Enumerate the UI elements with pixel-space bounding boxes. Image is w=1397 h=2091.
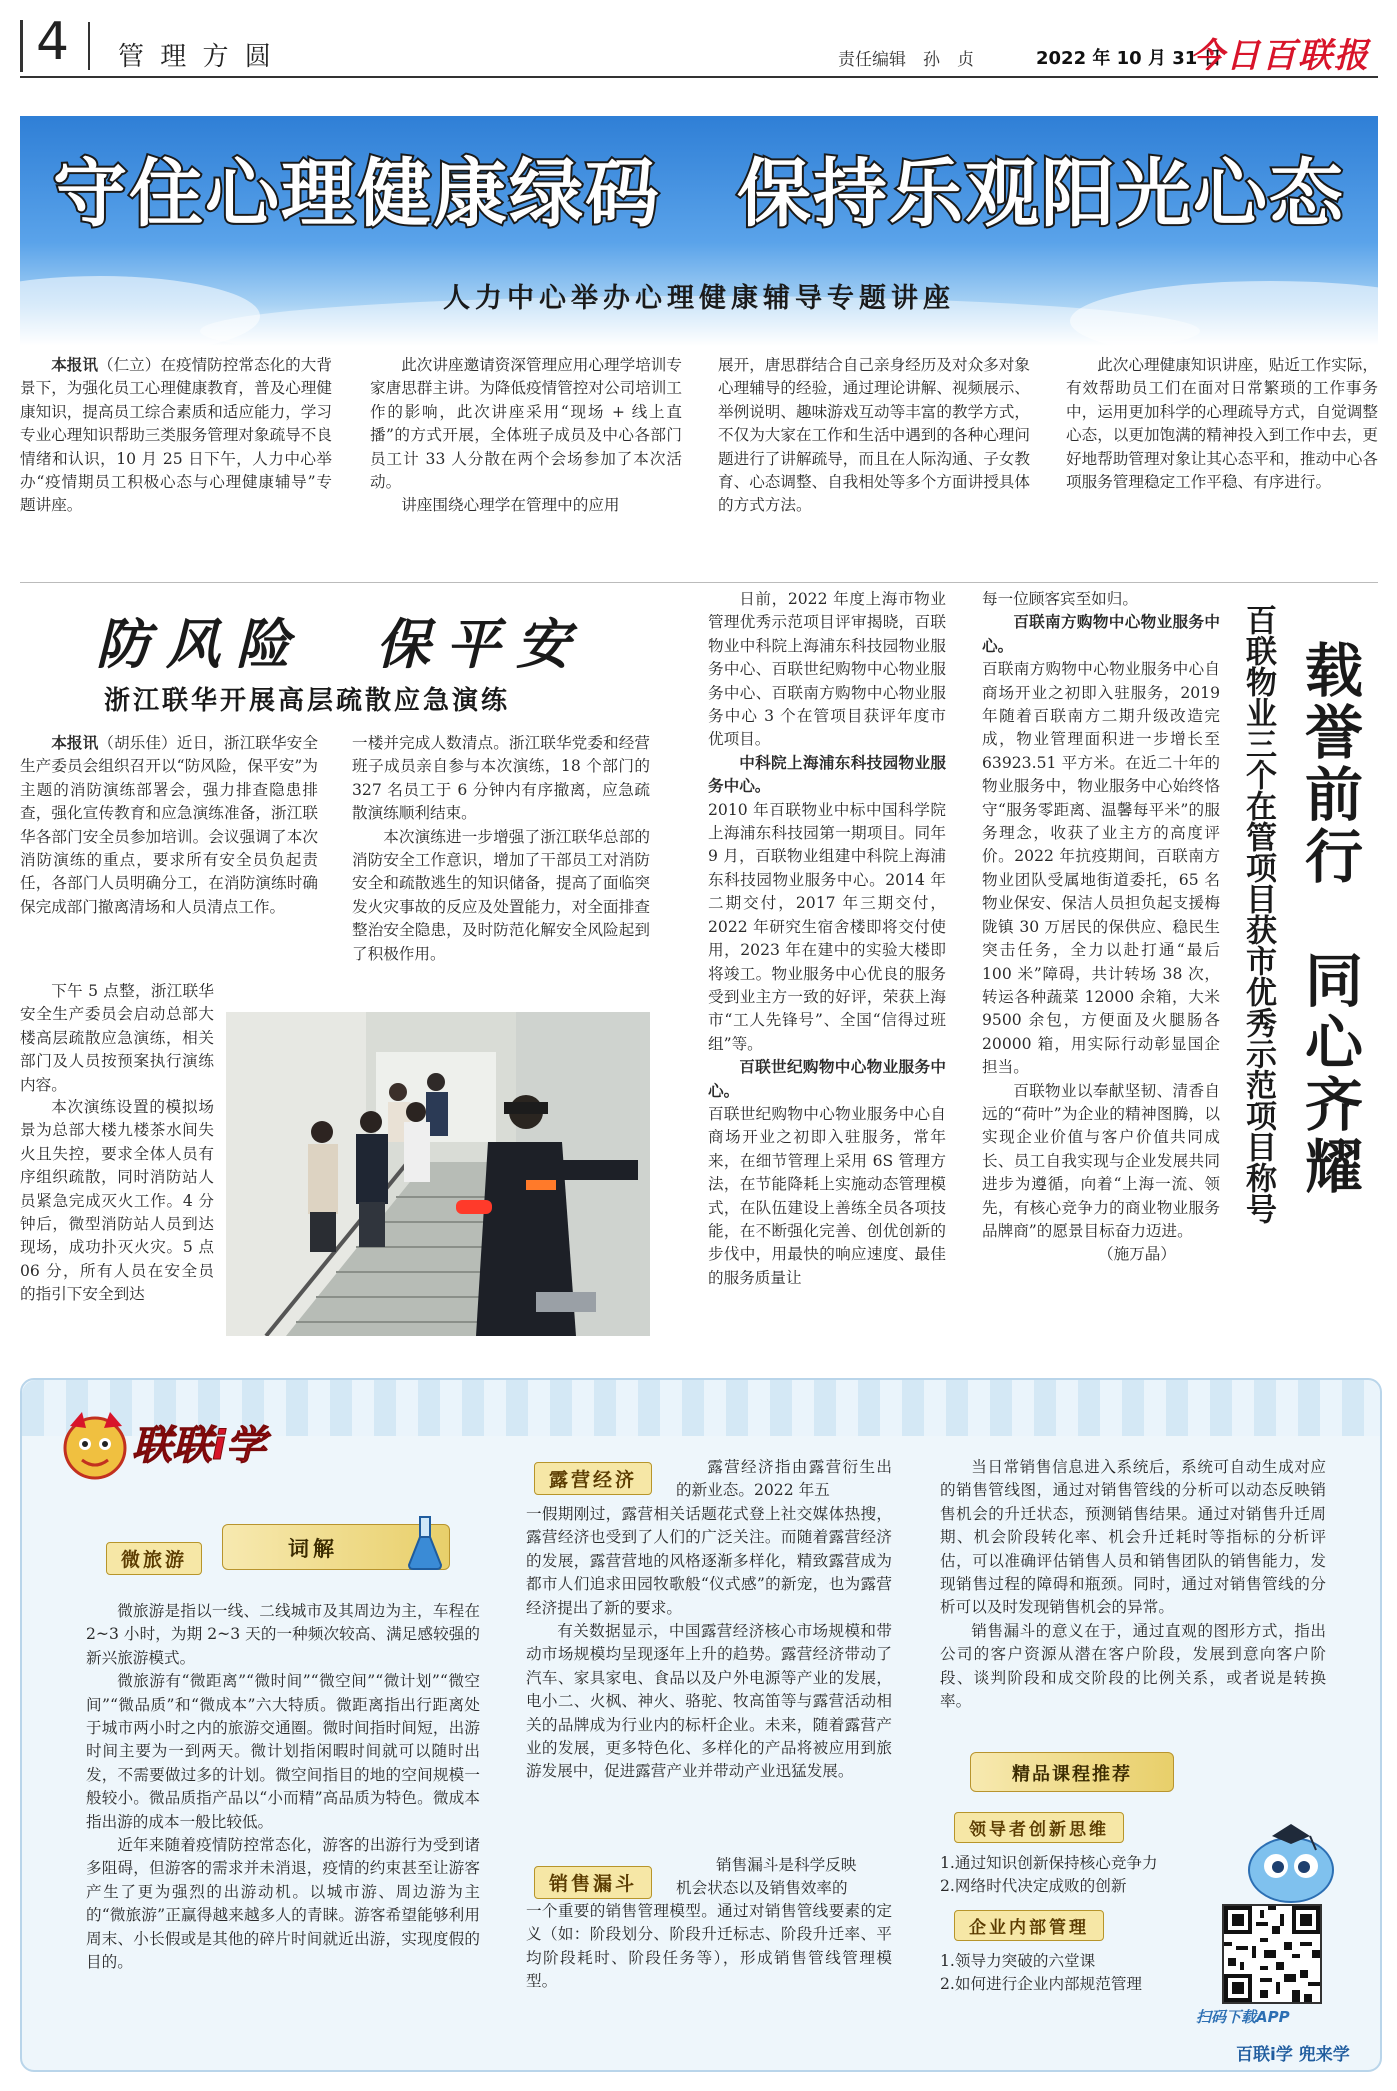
courses-header-label: 精品课程推荐 — [1012, 1764, 1132, 1785]
fire-col2-p2: 本次演练进一步增强了浙江联华总部的消防安全工作意识，增加了干部员工对消防安全和疏散逃生的知识储备，提高了面临突发火灾事故的反应及处置能力，对全面排查整治安全隐患，及时防范化解安全风险起到了积极作用。 — [352, 827, 650, 963]
property-col1-h1: 中科院上海浦东科技园物业服务中心。 — [708, 753, 946, 796]
course-group1-title — [954, 1812, 1124, 1843]
page-header — [0, 0, 1397, 80]
fire-headline: 防风险 保平安 — [96, 612, 586, 676]
masthead-logo: 今日百联报 — [1190, 36, 1370, 76]
luying-title — [534, 1462, 652, 1495]
header-left-rule — [20, 20, 23, 72]
fire-col1-mid — [20, 980, 214, 1097]
luying-first-lines — [676, 1456, 892, 1503]
fire-subhead: 浙江联华开展高层疏散应急演练 — [104, 686, 511, 716]
property-col2-p2: 百联南方购物中心物业服务中心自商场开业之初即入驻服务，2019 年随着百联南方二期升级改造完成，物业管理面积进一步增长至 63923.51 平方米。在近二十年的物业服务中，物业服务中心始终恪守“服务零距离、温馨每平米”的服务理念，收获了业主方的高度评价。2022 年抗疫期间，百联南方物业团队受属地街道委托，65 名物业保安、保洁人员担负起支援梅陇镇 30 万居民的保供应、稳民生突击任务，全力以赴打通“最后 100 米”障碍，共计转场 38 次，转运各种蔬菜 12000 余箱，大米 9500 余包，方便面及火腿肠各 20000 箱，用实际行动彰显国企担当。 — [982, 660, 1220, 1077]
weilvyou-title — [106, 1542, 202, 1575]
property-col2-p1: 每一位顾客宾至如归。 — [982, 590, 1138, 608]
learning-badge-icon — [52, 1408, 138, 1484]
section-divider-1 — [20, 582, 1378, 583]
issue-date: 2022 年 10 月 31 日 — [1036, 48, 1222, 69]
property-headline: 载誉前行 同心齐耀 — [1295, 640, 1363, 1198]
course-item[interactable]: 1.通过知识创新保持核心竞争力 — [940, 1854, 1158, 1872]
top-col1-text: 在疫情防控常态化的大背景下，为强化员工心理健康教育，普及心理健康知识，提高员工综合素质和适应能力，学习专业心理知识帮助三类服务管理对象疏导不良情绪和认识，10 月 25 日下午，人力中心举办“疫情期员工积极心态与心理健康辅导”专题讲座。 — [20, 356, 332, 515]
page-number: 4 — [36, 12, 70, 72]
luying-body — [526, 1503, 892, 1784]
property-col1-p2: 2010 年百联物业中标中国科学院上海浦东科技园第一期项目。同年 9 月，百联物业组建中科院上海浦东科技园物业服务中心。2014 年二期交付，2017 年三期交付，2022 年研究生宿舍楼即将交付使用，2023 年在建中的实验大楼即将竣工。物业服务中心优良的服务受到业主方一致的好评，荣获上海市“工人先锋号”、全国“信得过班组”等。 — [708, 800, 946, 1053]
loudou-line2: 机会状态以及销售效率的 — [676, 1879, 848, 1898]
loudou-body-right — [940, 1456, 1326, 1713]
loudou-line1: 销售漏斗是科学反映 — [716, 1856, 857, 1874]
fire-col2-p1: 一楼并完成人数清点。浙江联华党委和经营班子成员亲自参与本次演练，18 个部门的 327 名员工于 6 分钟内有序撤离，应急疏散演练顺利结束。 — [352, 734, 650, 823]
top-col2-p1: 此次讲座邀请资深管理应用心理学培训专家唐思群主讲。为降低疫情管控对公司培训工作的影响，此次讲座采用“现场 + 线上直播”的方式开展，全体班子成员及中心各部门员工计 33 人分散在两个会场参加了本次活动。 — [370, 356, 682, 492]
top-subhead: 人力中心举办心理健康辅导专题讲座 — [443, 283, 955, 314]
top-lead: 本报讯 — [51, 356, 98, 374]
mascot-icon — [1236, 1818, 1346, 1908]
top-article-col4 — [1066, 354, 1378, 494]
weilvyou-p3: 近年来随着疫情防控常态化，游客的出游行为受到诸多阻碍，但游客的需求并未消退，疫情的约束甚至让游客产生了更为强烈的出游动机。以城市游、周边游为主的“微旅游”正赢得越来越多人的青睐。游客希望能够利用周末、小长假或是其他的碎片时间就近出游，实现度假的目的。 — [86, 1836, 480, 1972]
course-item[interactable]: 2.如何进行企业内部规范管理 — [940, 1975, 1143, 1994]
loudou-p2: 当日常销售信息进入系统后，系统可自动生成对应的销售管线图，通过对销售管线的分析可以动态反映销售机会的升迁状态，预测销售结果。通过对销售升迁周期、机会阶段转化率、机会升迁耗时等指标的分析评估，可以准确评估销售人员和销售团队的销售能力，发现销售过程的障碍和瓶颈。同时，通过对销售管线的分析可以及时发现销售机会的异常。 — [940, 1458, 1326, 1617]
top-author: （仁立） — [97, 356, 161, 374]
property-col1 — [708, 588, 946, 1290]
course-group1-list — [940, 1852, 1240, 1899]
top-article-col3 — [718, 354, 1030, 518]
property-col2-h1: 百联南方购物中心物业服务中心。 — [982, 613, 1220, 655]
scan-download-label: 扫码下载APP — [1196, 2008, 1290, 2026]
flask-icon — [407, 1515, 443, 1571]
property-byline: （施万晶） — [1098, 1245, 1176, 1264]
word-header-bar — [222, 1524, 450, 1570]
property-col1-p1: 日前，2022 年度上海市物业管理优秀示范项目评审揭晓，百联物业中科院上海浦东科技园物业服务中心、百联世纪购物中心物业服务中心、百联南方购物中心物业服务中心 3 个在管项目获评年度市优项目。 — [708, 590, 946, 749]
header-underline — [20, 76, 1378, 78]
top-banner — [20, 116, 1378, 346]
course-item[interactable]: 2.网络时代决定成败的创新 — [940, 1877, 1127, 1896]
luying-p2: 有关数据显示，中国露营经济核心市场规模和带动市场规模均呈现逐年上升的趋势。露营经济带动了汽车、家具家电、食品以及户外电源等产业的发展，电小二、火枫、神火、骆驼、牧高笛等与露营活动相关的品牌成为行业内的标杆企业。未来，随着露营产业的发展，更多特色化、多样化的产品将被应用到旅游发展中，促进露营产业并带动产业迅猛发展。 — [526, 1622, 892, 1781]
courses-header-bar — [970, 1752, 1174, 1792]
property-col1-h2: 百联世纪购物中心物业服务中心。 — [708, 1058, 946, 1100]
header-divider — [88, 22, 90, 70]
loudou-title-text: 销售漏斗 — [534, 1866, 652, 1899]
loudou-p3: 销售漏斗的意义在于，通过直观的图形方式，指出公司的客户资源从潜在客户阶段，发展到意向客户阶段、谈判阶段和成交阶段的比例关系，或者说是转换率。 — [940, 1621, 1326, 1711]
loudou-title — [534, 1866, 652, 1899]
fire-col1-mid-text: 下午 5 点整，浙江联华安全生产委员会启动总部大楼高层疏散应急演练，相关部门及人员按预案执行演练内容。 — [20, 982, 214, 1094]
editor-credit: 责任编辑 孙 贞 — [838, 50, 974, 70]
loudou-p1: 一个重要的销售管理模型。通过对销售管线要素的定义（如：阶段划分、阶段升迁标志、阶段升迁率、平均阶段耗时、阶段任务等），形成销售管线管理模型。 — [526, 1902, 892, 1991]
course-group1-title-text: 领导者创新思维 — [954, 1812, 1124, 1843]
fire-col1-text: 近日，浙江联华安全生产委员会组织召开以“防风险，保平安”为主题的消防演练部署会，强力排查隐患排查，强化宣传教育和应急演练准备，浙江联华各部门安全员参加培训。会议强调了本次消防演练的重点，要求所有安全员负起责任，各部门人员明确分工，在消防演练时确保完成部门撤离清场和人员清点工作。 — [20, 734, 318, 916]
drill-photo-illustration — [226, 1012, 650, 1336]
loudou-body-left — [526, 1900, 892, 1994]
property-col2 — [982, 588, 1220, 1267]
course-group2-list — [940, 1950, 1240, 1997]
top-article-col2 — [370, 354, 682, 518]
section-name: 管 理 方 圆 — [118, 42, 275, 72]
top-col2-p2: 讲座围绕心理学在管理中的应用 — [401, 496, 620, 515]
weilvyou-p1: 微旅游是指以一线、二线城市及其周边为主，车程在 2~3 小时，为期 2~3 天的一种频次较高、满足感较强的新兴旅游模式。 — [86, 1602, 480, 1667]
weilvyou-body — [86, 1600, 480, 1975]
word-header-label: 词解 — [288, 1537, 338, 1561]
top-col3-text: 展开，唐思群结合自己亲身经历及对众多对象心理辅导的经验，通过理论讲解、视频展示、举例说明、趣味游戏互动等丰富的教学方式，不仅为大家在工作和生活中遇到的各种心理问题进行了讲解疏导，而且在人际沟通、子女教育、心态调整、自我相处等多个方面讲授具体的方式方法。 — [718, 356, 1030, 515]
learning-badge-title: 联联i学 — [132, 1423, 266, 1469]
fire-col1-top — [20, 732, 318, 919]
luying-title-text: 露营经济 — [534, 1462, 652, 1495]
luying-p1: 一假期刚过，露营相关话题花式登上社交媒体热搜，露营经济也受到了人们的广泛关注。而随着露营经济的发展，露营营地的风格逐渐多样化，精致露营成为都市人们追求田园牧歌般“仪式感”的新宠，也为露营经济提出了新的要求。 — [526, 1505, 892, 1617]
fire-col2 — [352, 732, 650, 966]
course-group2-title-text: 企业内部管理 — [954, 1910, 1104, 1941]
top-col4-text: 此次心理健康知识讲座，贴近工作实际，有效帮助员工们在面对日常繁琐的工作事务中，运用更加科学的心理疏导方式，自觉调整心态，以更加饱满的精神投入到工作中去，更好地帮助管理对象让其心态平和，推动中心各项服务管理稳定工作平稳、有序进行。 — [1066, 356, 1378, 492]
fire-lead: 本报讯 — [51, 734, 99, 752]
weilvyou-title-text: 微旅游 — [106, 1542, 202, 1575]
fire-col1-bottom-text: 本次演练设置的模拟场景为总部大楼九楼茶水间失火且失控，要求全体人员有序组织疏散，同时消防站人员紧急完成灭火工作。4 分钟后，微型消防站人员到达现场，成功扑灭火灾。5 点 06 分，所有人员在安全员的指引下安全到达 — [20, 1098, 214, 1304]
learning-slogan: 百联i学 兜来学 — [1236, 2045, 1350, 2065]
drill-photo — [226, 1012, 650, 1336]
top-article-col1 — [20, 354, 332, 518]
weilvyou-p2: 微旅游有“微距离”“微时间”“微空间”“微计划”“微空间”“微品质”和“微成本”六大特质。微距离指出行距离处于城市两小时之内的旅游交通圈。微时间指时间短，出游时间主要为一到两天。微计划指闲暇时间就可以随时出发，不需要做过多的计划。微空间指目的地的空间规模一般较小。微品质指产品以“小而精”高品质为特色。微成本指出游的成本一般比较低。 — [86, 1672, 480, 1831]
luying-first-text: 露营经济指由露营衍生出的新业态。2022 年五 — [676, 1458, 892, 1500]
top-headline: 守住心理健康绿码 保持乐观阳光心态 — [53, 151, 1345, 237]
property-col1-p3: 百联世纪购物中心物业服务中心自商场开业之初即入驻服务，常年来，在细节管理上采用 6S 管理方法，在节能降耗上实施动态管理模式，在队伍建设上善练全员各项技能，在不断强化完善、创优创新的步伐中，用最快的响应速度、最佳的服务质量让 — [708, 1104, 946, 1287]
fire-author: （胡乐佳） — [98, 734, 177, 752]
property-col2-p3: 百联物业以奉献坚韧、清香自远的“荷叶”为企业的精神图腾，以实现企业价值与客户价值共同成长、员工自我实现与企业发展共同进步为遵循，向着“上海一流、领先，有核心竞争力的商业物业服务品牌商”的愿景目标奋力迈进。 — [982, 1081, 1220, 1240]
fire-col1-bottom — [20, 1096, 214, 1307]
qr-code[interactable] — [1222, 1904, 1322, 2004]
course-item[interactable]: 1.领导力突破的六堂课 — [940, 1952, 1096, 1970]
property-subhead: 百联物业三个在管项目获市优秀示范项目称号 — [1240, 604, 1276, 1224]
loudou-first-lines — [676, 1854, 892, 1901]
course-group2-title — [954, 1910, 1104, 1941]
